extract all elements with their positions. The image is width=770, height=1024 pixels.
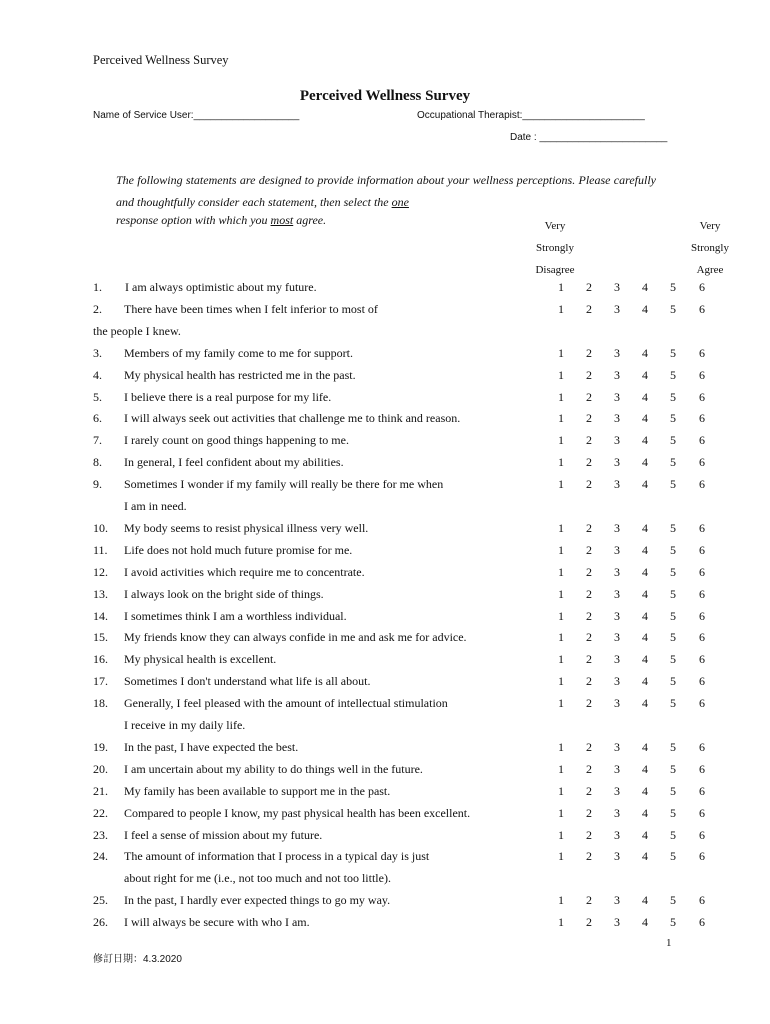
response-option-1[interactable]: 1 <box>558 827 564 842</box>
item-statement-continuation: the people I knew. <box>93 323 181 338</box>
item-number: 1. <box>93 280 102 294</box>
scale-right-label-3: Agree <box>696 264 724 276</box>
item-number: 22. <box>93 805 108 820</box>
response-option-6[interactable]: 6 <box>699 652 705 667</box>
response-option-3[interactable]: 3 <box>614 411 620 426</box>
response-option-2[interactable]: 2 <box>586 696 592 711</box>
response-option-2[interactable]: 2 <box>586 564 592 579</box>
response-option-6[interactable]: 6 <box>699 477 705 492</box>
response-option-5[interactable]: 5 <box>670 542 676 557</box>
response-option-6[interactable]: 6 <box>699 739 705 754</box>
response-option-6[interactable]: 6 <box>699 827 705 842</box>
response-option-2[interactable]: 2 <box>586 477 592 492</box>
response-option-3[interactable]: 3 <box>614 477 620 492</box>
scale-left-label-2: Strongly <box>536 242 574 254</box>
response-option-5[interactable]: 5 <box>670 849 676 864</box>
response-option-2[interactable]: 2 <box>586 520 592 535</box>
item-statement-continuation: about right for me (i.e., not too much and not too little). <box>124 871 391 886</box>
item-statement: My body seems to resist physical illness very well. <box>124 520 369 535</box>
response-option-6[interactable]: 6 <box>699 301 705 316</box>
response-option-1[interactable]: 1 <box>558 433 564 448</box>
item-number: 17. <box>93 674 108 689</box>
response-option-4[interactable]: 4 <box>642 477 648 492</box>
response-option-3[interactable]: 3 <box>614 564 620 579</box>
item-statement: I sometimes think I am a worthless individual. <box>124 608 347 623</box>
response-option-4[interactable]: 4 <box>642 783 648 798</box>
response-option-2[interactable]: 2 <box>586 761 592 776</box>
response-option-6[interactable]: 6 <box>699 783 705 798</box>
response-option-5[interactable]: 5 <box>670 433 676 448</box>
response-option-6[interactable]: 6 <box>699 280 705 294</box>
response-option-1[interactable]: 1 <box>558 761 564 776</box>
response-option-6[interactable]: 6 <box>699 542 705 557</box>
item-number: 15. <box>93 630 108 645</box>
instructions-last-line <box>116 213 326 228</box>
item-statement: Generally, I feel pleased with the amount of intellectual stimulation <box>124 696 448 711</box>
response-option-1[interactable]: 1 <box>558 564 564 579</box>
item-statement: I will always seek out activities that challenge me to think and reason. <box>124 411 461 426</box>
item-statement: My physical health has restricted me in the past. <box>124 367 356 382</box>
response-option-1[interactable]: 1 <box>558 893 564 908</box>
response-option-3[interactable]: 3 <box>614 520 620 535</box>
response-option-4[interactable]: 4 <box>642 761 648 776</box>
scale-left-label-3: Disagree <box>535 264 575 276</box>
item-number: 14. <box>93 608 108 623</box>
response-option-2[interactable]: 2 <box>586 674 592 689</box>
response-option-4[interactable]: 4 <box>642 849 648 864</box>
item-number: 5. <box>93 389 102 404</box>
response-option-2[interactable]: 2 <box>586 433 592 448</box>
response-option-5[interactable]: 5 <box>670 915 676 930</box>
response-option-5[interactable]: 5 <box>670 783 676 798</box>
response-option-4[interactable]: 4 <box>642 893 648 908</box>
response-option-2[interactable]: 2 <box>586 608 592 623</box>
response-option-6[interactable]: 6 <box>699 849 705 864</box>
item-number: 20. <box>93 761 108 776</box>
response-option-5[interactable]: 5 <box>670 367 676 382</box>
response-option-1[interactable]: 1 <box>558 477 564 492</box>
response-option-3[interactable]: 3 <box>614 345 620 360</box>
response-option-2[interactable]: 2 <box>586 739 592 754</box>
response-option-6[interactable]: 6 <box>699 893 705 908</box>
response-option-3[interactable]: 3 <box>614 783 620 798</box>
item-number: 23. <box>93 827 108 842</box>
revision-date-footer: 修訂日期：4.3.2020 <box>93 954 182 965</box>
response-option-4[interactable]: 4 <box>642 630 648 645</box>
response-option-2[interactable]: 2 <box>586 345 592 360</box>
response-option-1[interactable]: 1 <box>558 608 564 623</box>
item-number: 18. <box>93 696 108 711</box>
response-option-2[interactable]: 2 <box>586 367 592 382</box>
response-option-3[interactable]: 3 <box>614 674 620 689</box>
response-option-5[interactable]: 5 <box>670 805 676 820</box>
item-statement: In the past, I have expected the best. <box>124 739 299 754</box>
response-option-4[interactable]: 4 <box>642 367 648 382</box>
response-option-5[interactable]: 5 <box>670 455 676 470</box>
response-option-4[interactable]: 4 <box>642 586 648 601</box>
response-option-5[interactable]: 5 <box>670 301 676 316</box>
response-option-3[interactable]: 3 <box>614 827 620 842</box>
item-statement-continuation: I am in need. <box>124 499 187 513</box>
scale-left-label-1: Very <box>544 220 566 232</box>
response-option-2[interactable]: 2 <box>586 542 592 557</box>
response-option-6[interactable]: 6 <box>699 345 705 360</box>
response-option-3[interactable]: 3 <box>614 608 620 623</box>
item-number: 26. <box>93 915 108 930</box>
response-option-2[interactable]: 2 <box>586 893 592 908</box>
scale-right-label-2: Strongly <box>691 242 729 254</box>
item-number: 2. <box>93 301 102 316</box>
running-header: Perceived Wellness Survey <box>93 53 229 67</box>
response-option-2[interactable]: 2 <box>586 411 592 426</box>
item-statement: My family has been available to support me in the past. <box>124 783 391 798</box>
response-option-1[interactable]: 1 <box>558 783 564 798</box>
response-option-4[interactable]: 4 <box>642 455 648 470</box>
response-option-2[interactable]: 2 <box>586 630 592 645</box>
response-option-1[interactable]: 1 <box>558 411 564 426</box>
item-number: 25. <box>93 893 108 908</box>
instructions <box>116 169 656 213</box>
response-option-3[interactable]: 3 <box>614 739 620 754</box>
response-option-2[interactable]: 2 <box>586 586 592 601</box>
response-option-3[interactable]: 3 <box>614 367 620 382</box>
response-option-2[interactable]: 2 <box>586 915 592 930</box>
item-statement: My physical health is excellent. <box>124 652 277 667</box>
item-number: 9. <box>93 477 102 492</box>
response-option-4[interactable]: 4 <box>642 433 648 448</box>
response-option-2[interactable]: 2 <box>586 389 592 404</box>
response-option-6[interactable]: 6 <box>699 805 705 820</box>
response-option-1[interactable]: 1 <box>558 739 564 754</box>
response-option-3[interactable]: 3 <box>614 455 620 470</box>
response-option-3[interactable]: 3 <box>614 849 620 864</box>
instructions-text-2: response option with which you <box>116 213 271 227</box>
response-option-4[interactable]: 4 <box>642 652 648 667</box>
response-option-2[interactable]: 2 <box>586 827 592 842</box>
response-option-6[interactable]: 6 <box>699 433 705 448</box>
response-option-3[interactable]: 3 <box>614 586 620 601</box>
item-number: 10. <box>93 520 108 535</box>
response-option-3[interactable]: 3 <box>614 893 620 908</box>
response-option-6[interactable]: 6 <box>699 761 705 776</box>
response-option-6[interactable]: 6 <box>699 520 705 535</box>
response-option-4[interactable]: 4 <box>642 805 648 820</box>
response-option-1[interactable]: 1 <box>558 280 564 294</box>
response-option-6[interactable]: 6 <box>699 411 705 426</box>
response-option-5[interactable]: 5 <box>670 586 676 601</box>
response-option-6[interactable]: 6 <box>699 674 705 689</box>
response-option-3[interactable]: 3 <box>614 805 620 820</box>
item-statement: I always look on the bright side of things. <box>124 586 324 601</box>
item-number: 6. <box>93 411 102 426</box>
page-number: 1 <box>666 937 672 949</box>
response-option-1[interactable]: 1 <box>558 389 564 404</box>
response-option-5[interactable]: 5 <box>670 893 676 908</box>
item-statement: My friends know they can always confide in me and ask me for advice. <box>124 630 467 645</box>
item-statement: I believe there is a real purpose for my life. <box>124 389 332 404</box>
response-option-4[interactable]: 4 <box>642 345 648 360</box>
service-user-field[interactable]: Name of Service User:___________________ <box>93 110 300 121</box>
response-option-5[interactable]: 5 <box>670 345 676 360</box>
response-option-1[interactable]: 1 <box>558 455 564 470</box>
instructions-emphasis-one: one <box>391 195 409 209</box>
item-statement: There have been times when I felt inferior to most of <box>124 301 378 316</box>
item-statement: I avoid activities which require me to concentrate. <box>124 564 365 579</box>
response-option-4[interactable]: 4 <box>642 827 648 842</box>
item-statement: Members of my family come to me for support. <box>124 345 353 360</box>
item-statement: I am uncertain about my ability to do things well in the future. <box>124 761 423 776</box>
response-option-4[interactable]: 4 <box>642 674 648 689</box>
item-number: 3. <box>93 345 102 360</box>
response-option-3[interactable]: 3 <box>614 630 620 645</box>
item-number: 16. <box>93 652 108 667</box>
instructions-text: The following statements are designed to provide information about your wellness perceptions. Please carefully and thoughtfully consider each statement, then select the <box>116 173 656 209</box>
response-option-1[interactable]: 1 <box>558 586 564 601</box>
response-option-6[interactable]: 6 <box>699 696 705 711</box>
item-number: 12. <box>93 564 108 579</box>
response-option-4[interactable]: 4 <box>642 915 648 930</box>
item-number: 24. <box>93 849 108 864</box>
item-statement: Sometimes I wonder if my family will really be there for me when <box>124 477 444 492</box>
response-option-6[interactable]: 6 <box>699 608 705 623</box>
item-statement: Sometimes I don't understand what life is all about. <box>124 674 371 689</box>
response-option-3[interactable]: 3 <box>614 433 620 448</box>
response-option-5[interactable]: 5 <box>670 411 676 426</box>
response-option-6[interactable]: 6 <box>699 630 705 645</box>
response-option-5[interactable]: 5 <box>670 761 676 776</box>
response-option-4[interactable]: 4 <box>642 564 648 579</box>
response-option-2[interactable]: 2 <box>586 849 592 864</box>
response-option-5[interactable]: 5 <box>670 652 676 667</box>
response-option-2[interactable]: 2 <box>586 783 592 798</box>
item-number: 4. <box>93 367 102 382</box>
page-title: Perceived Wellness Survey <box>299 88 471 104</box>
response-option-4[interactable]: 4 <box>642 389 648 404</box>
response-option-1[interactable]: 1 <box>558 367 564 382</box>
response-option-3[interactable]: 3 <box>614 761 620 776</box>
response-option-1[interactable]: 1 <box>558 674 564 689</box>
item-number: 21. <box>93 783 108 798</box>
item-statement-continuation: I receive in my daily life. <box>124 718 246 732</box>
response-option-1[interactable]: 1 <box>558 301 564 316</box>
response-option-3[interactable]: 3 <box>614 696 620 711</box>
response-option-2[interactable]: 2 <box>586 652 592 667</box>
response-option-6[interactable]: 6 <box>699 367 705 382</box>
response-option-2[interactable]: 2 <box>586 301 592 316</box>
item-statement: I will always be secure with who I am. <box>124 915 310 930</box>
response-option-1[interactable]: 1 <box>558 520 564 535</box>
item-number: 7. <box>93 433 102 448</box>
item-statement: Life does not hold much future promise for me. <box>124 542 353 557</box>
instructions-emphasis-most: most <box>270 213 294 227</box>
response-option-3[interactable]: 3 <box>614 652 620 667</box>
response-option-5[interactable]: 5 <box>670 827 676 842</box>
response-option-1[interactable]: 1 <box>558 345 564 360</box>
date-field[interactable]: Date : _______________________ <box>510 132 668 143</box>
item-statement: I rarely count on good things happening to me. <box>124 433 349 448</box>
instructions-text-3: agree. <box>293 213 327 227</box>
response-option-2[interactable]: 2 <box>586 805 592 820</box>
response-option-5[interactable]: 5 <box>670 739 676 754</box>
response-option-1[interactable]: 1 <box>558 630 564 645</box>
response-option-4[interactable]: 4 <box>642 608 648 623</box>
response-option-1[interactable]: 1 <box>558 696 564 711</box>
response-option-5[interactable]: 5 <box>670 696 676 711</box>
response-option-6[interactable]: 6 <box>699 455 705 470</box>
occupational-therapist-field[interactable]: Occupational Therapist:______________________ <box>417 110 645 121</box>
response-option-3[interactable]: 3 <box>614 542 620 557</box>
response-option-6[interactable]: 6 <box>699 564 705 579</box>
item-statement: Compared to people I know, my past physical health has been excellent. <box>124 805 471 820</box>
response-option-4[interactable]: 4 <box>642 520 648 535</box>
response-option-5[interactable]: 5 <box>670 477 676 492</box>
response-option-5[interactable]: 5 <box>670 564 676 579</box>
response-option-3[interactable]: 3 <box>614 301 620 316</box>
response-option-2[interactable]: 2 <box>586 280 592 294</box>
item-number: 8. <box>93 455 102 470</box>
item-statement: I feel a sense of mission about my future. <box>124 827 323 842</box>
response-option-4[interactable]: 4 <box>642 301 648 316</box>
response-option-4[interactable]: 4 <box>642 739 648 754</box>
response-option-6[interactable]: 6 <box>699 586 705 601</box>
response-option-5[interactable]: 5 <box>670 608 676 623</box>
response-option-5[interactable]: 5 <box>670 630 676 645</box>
response-option-1[interactable]: 1 <box>558 915 564 930</box>
item-number: 11. <box>93 542 108 557</box>
response-option-3[interactable]: 3 <box>614 280 620 294</box>
response-option-4[interactable]: 4 <box>642 411 648 426</box>
response-option-4[interactable]: 4 <box>642 696 648 711</box>
item-statement: The amount of information that I process in a typical day is just <box>124 849 430 864</box>
response-option-4[interactable]: 4 <box>642 542 648 557</box>
response-option-3[interactable]: 3 <box>614 389 620 404</box>
scale-right-label-1: Very <box>699 220 721 232</box>
item-number: 13. <box>93 586 108 601</box>
response-option-1[interactable]: 1 <box>558 849 564 864</box>
response-option-5[interactable]: 5 <box>670 520 676 535</box>
item-statement: I am always optimistic about my future. <box>125 280 317 294</box>
response-option-1[interactable]: 1 <box>558 542 564 557</box>
response-option-1[interactable]: 1 <box>558 652 564 667</box>
response-option-4[interactable]: 4 <box>642 280 648 294</box>
item-statement: In the past, I hardly ever expected things to go my way. <box>124 893 391 908</box>
response-option-6[interactable]: 6 <box>699 915 705 930</box>
response-option-2[interactable]: 2 <box>586 455 592 470</box>
item-statement: In general, I feel confident about my abilities. <box>124 455 344 470</box>
response-option-5[interactable]: 5 <box>670 674 676 689</box>
response-option-3[interactable]: 3 <box>614 915 620 930</box>
response-option-6[interactable]: 6 <box>699 389 705 404</box>
response-option-1[interactable]: 1 <box>558 805 564 820</box>
response-option-5[interactable]: 5 <box>670 280 676 294</box>
item-number: 19. <box>93 739 108 754</box>
response-option-5[interactable]: 5 <box>670 389 676 404</box>
